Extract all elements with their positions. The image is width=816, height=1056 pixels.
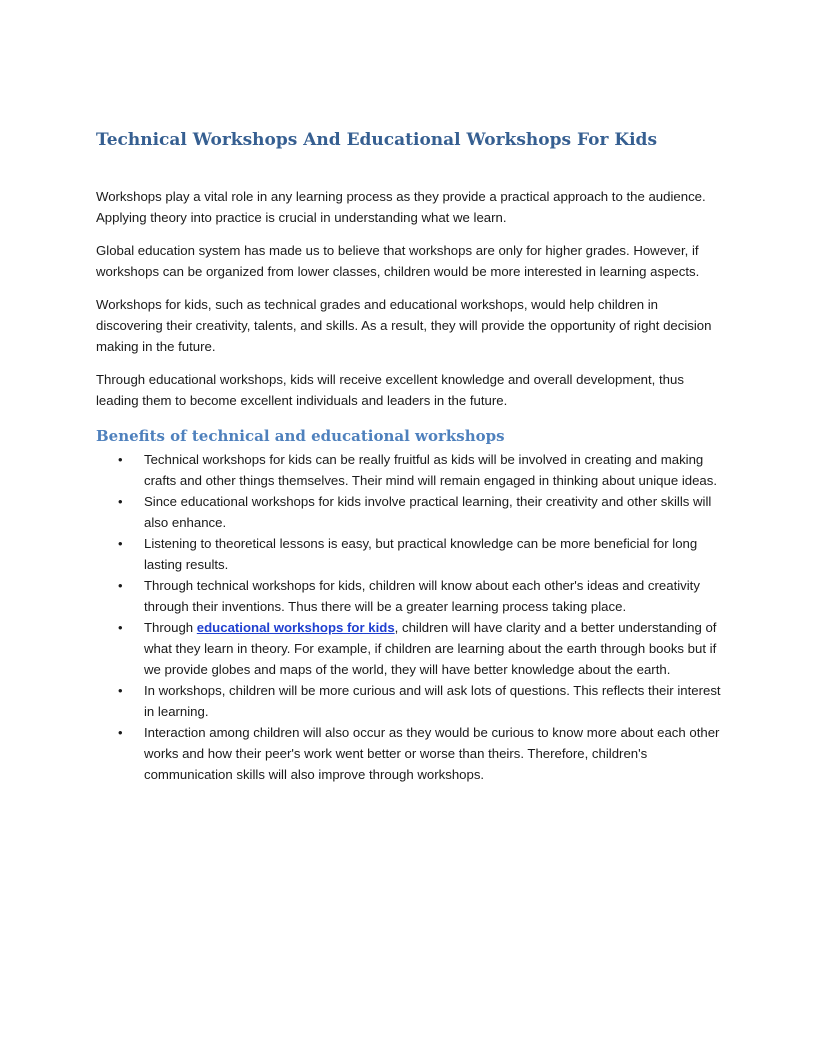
list-item-text: Technical workshops for kids can be really fruitful as kids will be involved in creating and making crafts and other things themselves. Their mind will remain engaged in thinking about unique ideas.	[144, 452, 718, 488]
list-item-text: Listening to theoretical lessons is easy, but practical knowledge can be more beneficial for long lasting results.	[144, 536, 698, 572]
page-title: Technical Workshops And Educational Workshops For Kids	[96, 130, 658, 150]
list-item	[96, 617, 722, 680]
list-item-text-after: , children will have clarity and a better understanding of what they learn in theory. For example, if children are learning about the earth through books but if we provide globes and maps of the world, they will have better knowledge about the earth.	[144, 620, 717, 677]
list-item-text: Since educational workshops for kids involve practical learning, their creativity and other skills will also enhance.	[144, 494, 712, 530]
list-item	[96, 449, 722, 491]
paragraph: Through educational workshops, kids will receive excellent knowledge and overall development, thus leading them to become excellent individuals and leaders in the future.	[96, 372, 684, 408]
intro-section	[96, 186, 722, 423]
list-item-text-before: Through	[144, 620, 197, 635]
benefits-list	[96, 449, 722, 785]
bullet-icon: •	[118, 452, 123, 467]
paragraph: Workshops play a vital role in any learning process as they provide a practical approach to the audience. Applying theory into practice is crucial in understanding what we learn.	[96, 189, 706, 225]
list-item	[96, 722, 722, 785]
list-item-text: Through technical workshops for kids, children will know about each other's ideas and creativity through their inventions. Thus there will be a greater learning process taking place.	[144, 578, 700, 614]
paragraph: Workshops for kids, such as technical grades and educational workshops, would help children in discovering their creativity, talents, and skills. As a result, they will provide the opportunity of right decision making in the future.	[96, 297, 712, 354]
bullet-icon: •	[118, 494, 123, 509]
list-item	[96, 575, 722, 617]
paragraph: Global education system has made us to believe that workshops are only for higher grades. However, if workshops can be organized from lower classes, children would be more interested in learning aspects.	[96, 243, 700, 279]
benefits-heading: Benefits of technical and educational workshops	[96, 427, 505, 445]
list-item-text: Interaction among children will also occur as they would be curious to know more about each other works and how their peer's work went better or worse than theirs. Therefore, children's communication skills will also improve through workshops.	[144, 725, 720, 782]
educational-workshops-link[interactable]: educational workshops for kids	[196, 620, 395, 635]
bullet-icon: •	[118, 578, 123, 593]
list-item-text: In workshops, children will be more curious and will ask lots of questions. This reflects their interest in learning.	[144, 683, 721, 719]
list-item	[96, 680, 722, 722]
bullet-icon: •	[118, 620, 123, 635]
bullet-icon: •	[118, 536, 123, 551]
bullet-icon: •	[118, 683, 123, 698]
bullet-icon: •	[118, 725, 123, 740]
list-item	[96, 491, 722, 533]
list-item	[96, 533, 722, 575]
